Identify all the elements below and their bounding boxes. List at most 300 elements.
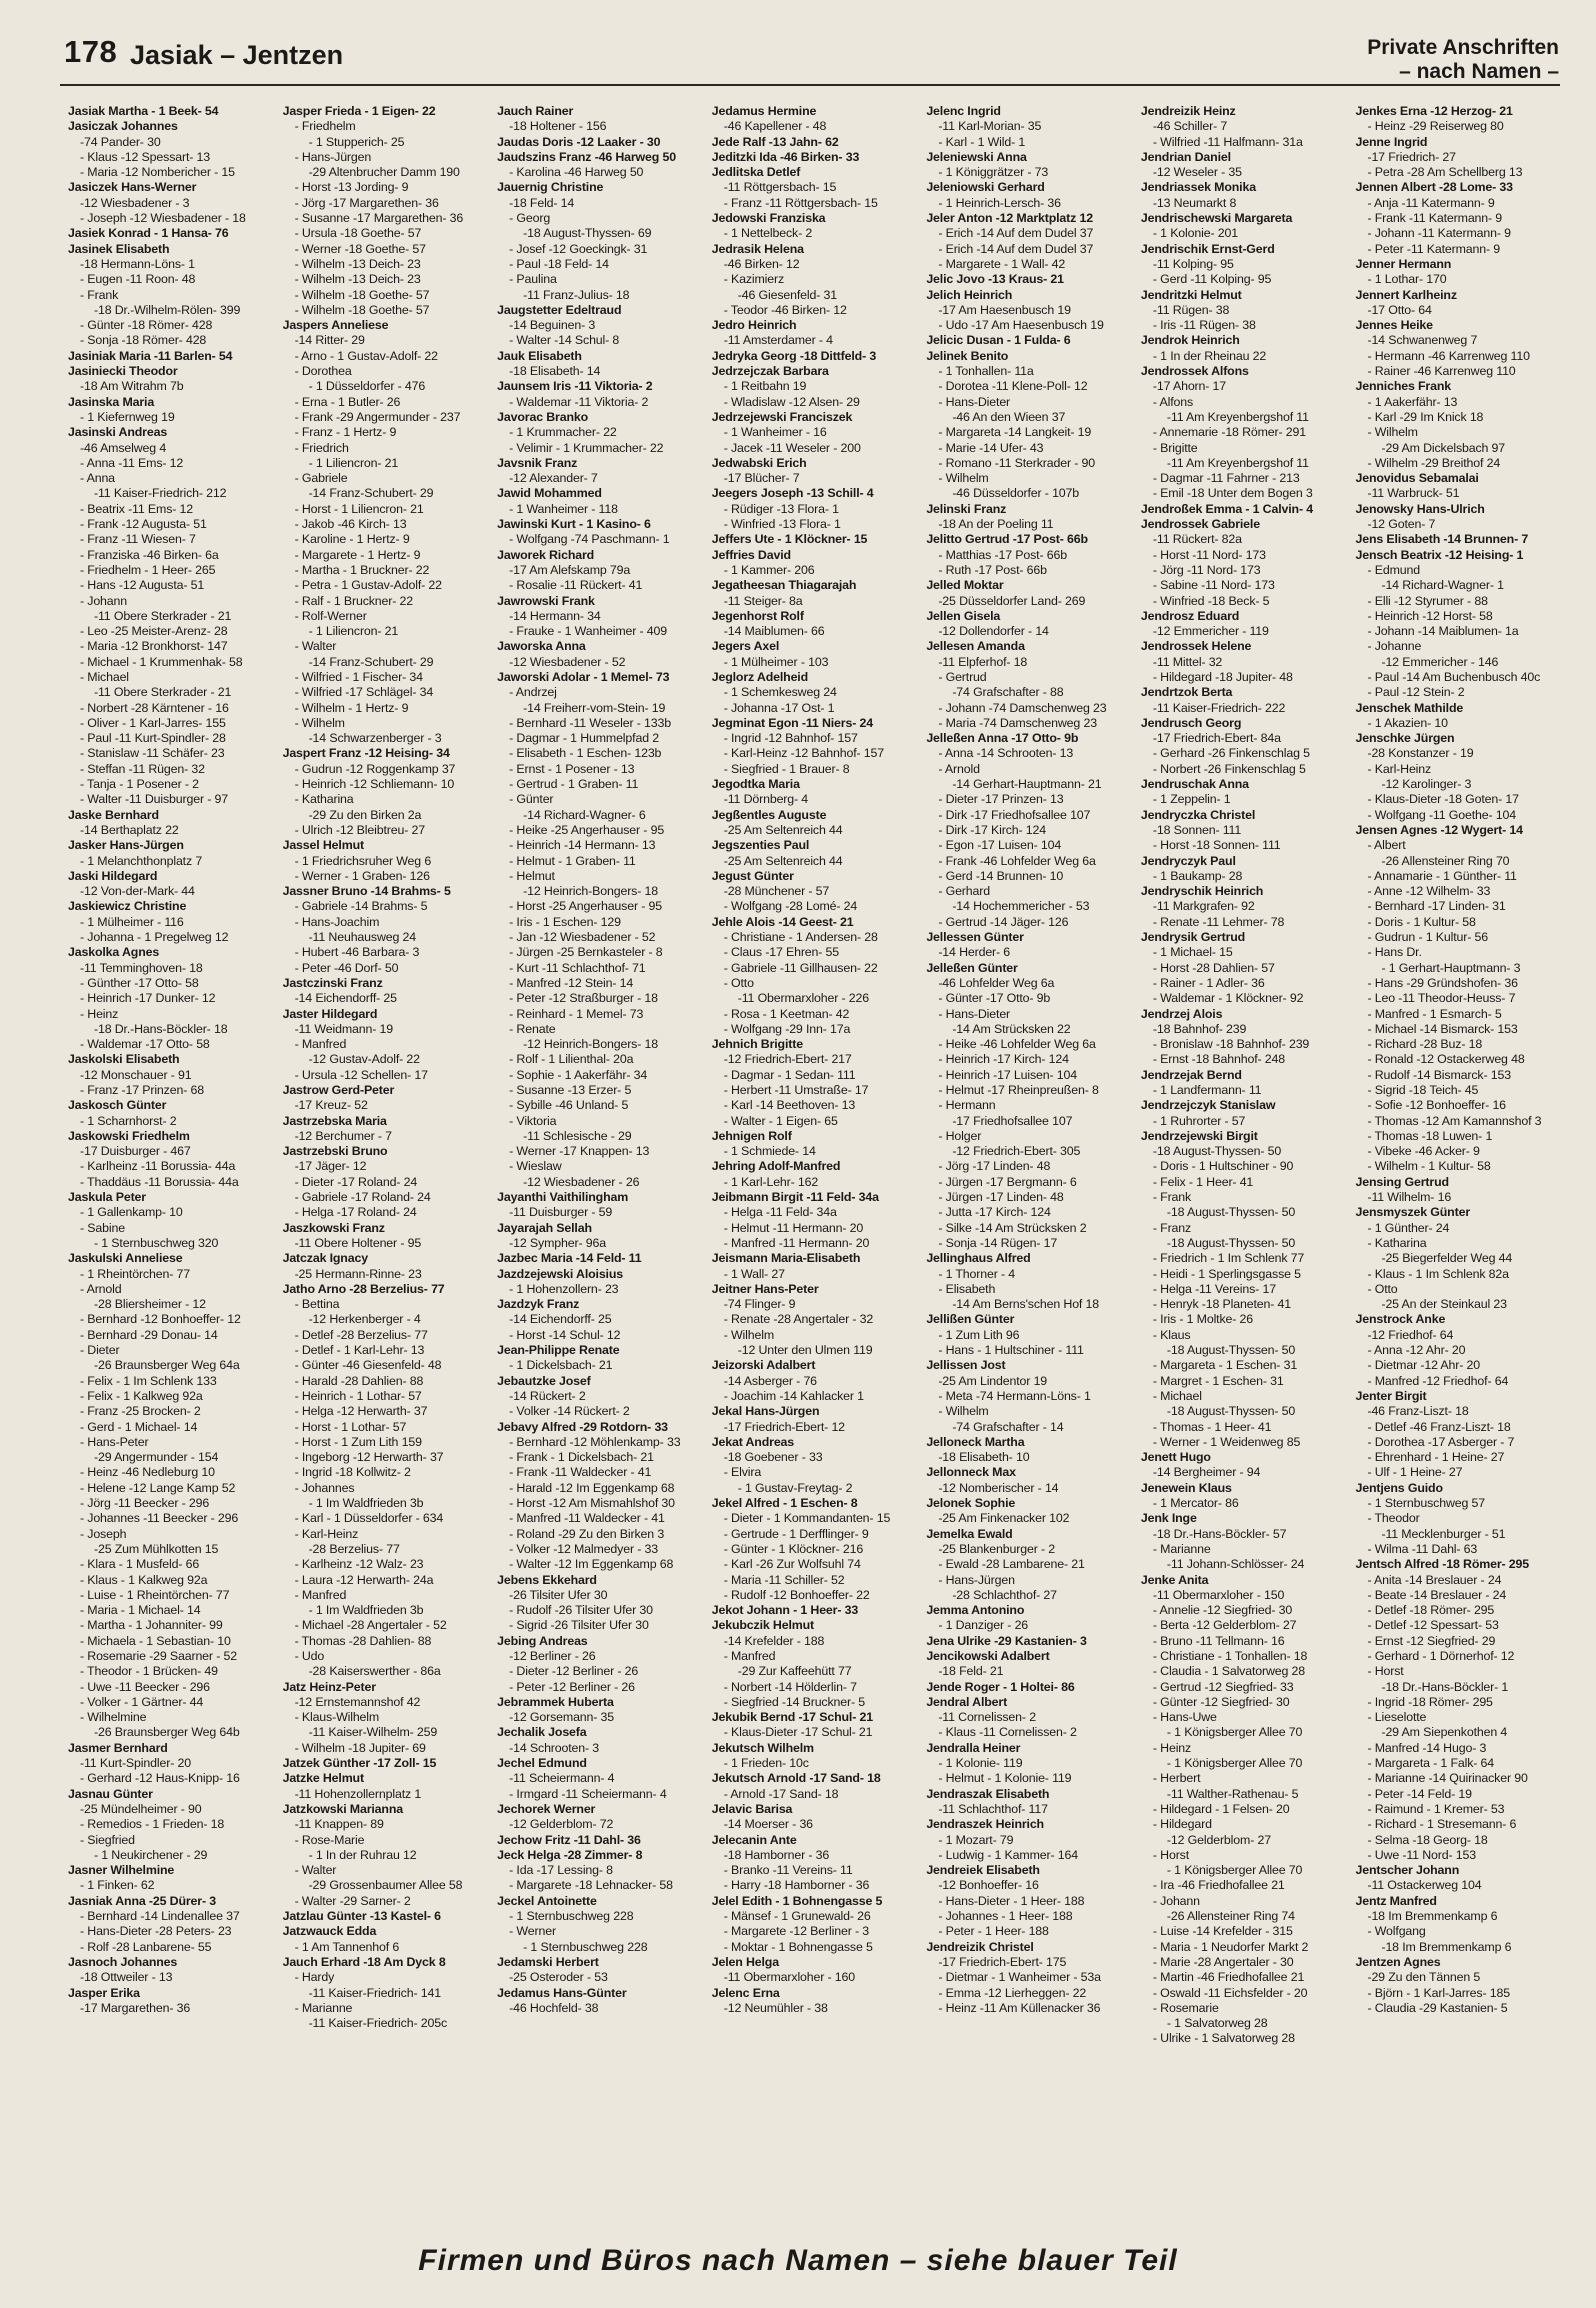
directory-entry-line: - Johannes: [294, 1480, 355, 1495]
directory-entry-line: - Hildegard - 1 Felsen- 20: [1152, 1801, 1290, 1816]
directory-entry-line: -11 Am Kreyenbergshof 11: [1166, 455, 1309, 470]
directory-entry-name: Jellißen Günter: [926, 1312, 1015, 1327]
directory-entry-line: -18 Elisabeth- 14: [509, 364, 601, 379]
directory-entry-line: - 1 Sternbuschweg 57: [1367, 1496, 1486, 1511]
directory-entry-line: - Ulrike - 1 Salvatorweg 28: [1152, 2031, 1295, 2046]
directory-entry-line: - Horst -14 Schul- 12: [509, 1327, 621, 1342]
directory-entry-line: - Teodor -46 Birken- 12: [723, 302, 847, 317]
directory-entry-name: Jenter Birgit: [1355, 1388, 1427, 1403]
directory-entry-line: -11 Obermarxloher - 160: [723, 1970, 856, 1985]
directory-entry-line: - Arnold: [80, 1281, 122, 1296]
directory-entry-line: - Matthias -17 Post- 66b: [938, 547, 1067, 562]
directory-entry-name: Jehnigen Rolf: [711, 1128, 792, 1143]
directory-entry-name: Jedro Heinrich: [711, 318, 797, 333]
directory-entry-name: Jeleniewski Anna: [926, 149, 1027, 164]
directory-entry-line: - Ewald -28 Lambarene- 21: [938, 1557, 1085, 1572]
directory-entry-line: - 1 Sternbuschweg 228: [509, 1909, 634, 1924]
directory-entry-line: - 1 Nettelbeck- 2: [723, 226, 813, 241]
directory-entry-line: - Wilhelm - 1 Hertz- 9: [294, 700, 409, 715]
directory-entry-line: -12 Gustav-Adolf- 22: [308, 1052, 420, 1067]
directory-entry-name: Jenschek Mathilde: [1355, 700, 1464, 715]
directory-entry-line: - 1 Mülheimer - 103: [723, 654, 829, 669]
directory-entry-line: -11 Obere Sterkrader - 21: [94, 608, 232, 623]
directory-entry-name: Jendrusch Georg: [1140, 715, 1242, 730]
directory-entry-line: - Maria -12 Bronkhorst- 147: [80, 639, 228, 654]
directory-entry-line: -46 Birken- 12: [723, 256, 800, 271]
directory-entry-line: - 1 Baukamp- 28: [1152, 868, 1243, 883]
directory-entry-line: - Maria - 1 Neudorfer Markt 2: [1152, 1939, 1309, 1954]
directory-entry-line: -18 Sonnen- 111: [1152, 822, 1242, 837]
directory-entry-line: - Wilhelm: [938, 1404, 989, 1419]
directory-entry-name: Jendraszak Elisabeth: [926, 1786, 1050, 1801]
directory-entry-line: - Otto: [723, 975, 754, 990]
directory-entry-name: Jendrzejak Bernd: [1140, 1067, 1242, 1082]
directory-entry-line: - Johanne: [1367, 639, 1422, 654]
column-4: [712, 104, 917, 2214]
directory-entry-line: - Horst -13 Jording- 9: [294, 180, 409, 195]
directory-entry-line: - Erich -14 Auf dem Dudel 37: [938, 226, 1094, 241]
directory-entry-line: - 1 Melanchthonplatz 7: [80, 853, 203, 868]
directory-entry-line: - Michaela - 1 Sebastian- 10: [80, 1633, 231, 1648]
directory-entry-line: - Felix - 1 Heer- 41: [1152, 1174, 1254, 1189]
directory-entry-name: Jatczak Ignacy: [282, 1251, 368, 1266]
directory-entry-name: Jatzlau Günter -13 Kastel- 6: [282, 1909, 441, 1924]
directory-entry-line: - Johannes - 1 Heer- 188: [938, 1909, 1073, 1924]
directory-entry-name: Jasiek Konrad - 1 Hansa- 76: [68, 226, 229, 241]
directory-entry-line: -25 Blankenburger - 2: [938, 1541, 1056, 1556]
directory-entry-line: - 1 Stupperich- 25: [308, 134, 405, 149]
directory-entry-name: Jendruschak Anna: [1140, 777, 1249, 792]
directory-entry-line: -12 Wiesbadener - 52: [509, 654, 626, 669]
column-3: [497, 104, 702, 2214]
directory-entry-name: Jensing Gertrud: [1355, 1174, 1449, 1189]
directory-entry-line: -18 Am Witrahm 7b: [80, 379, 184, 394]
directory-entry-line: - Franz -11 Wiesen- 7: [80, 532, 196, 547]
directory-entry-line: - Franz -17 Prinzen- 68: [80, 1083, 204, 1097]
directory-entry-name: Jensmyszek Günter: [1355, 1205, 1470, 1220]
directory-entry-name: Jedwabski Erich: [711, 455, 807, 470]
directory-entry-name: Jensen Agnes -12 Wygert- 14: [1355, 822, 1523, 837]
directory-entry-line: -13 Neumarkt 8: [1152, 195, 1237, 210]
directory-entry-line: - Klaus-Wilhelm: [294, 1710, 380, 1725]
directory-entry-line: - Dietmar -12 Ahr- 20: [1367, 1358, 1481, 1373]
directory-entry-line: -29 Am Dickelsbach 97: [1381, 440, 1506, 455]
directory-entry-line: -11 Schlesische - 29: [523, 1128, 632, 1143]
directory-entry-name: Jawinski Kurt - 1 Kasino- 6: [497, 517, 651, 532]
directory-entry-line: - Frank -46 Lohfelder Weg 6a: [938, 853, 1096, 868]
directory-entry-name: Jaskiewicz Christine: [68, 899, 187, 914]
directory-entry-line: - Otto: [1367, 1281, 1398, 1296]
directory-entry-line: - Klaus - 1 Kalkweg 92a: [80, 1572, 208, 1587]
directory-entry-line: -28 Kaiserswerther - 86a: [308, 1664, 441, 1679]
directory-entry-line: - Bernhard -12 Möhlenkamp- 33: [509, 1434, 681, 1449]
directory-entry-name: Jasnau Günter: [68, 1786, 153, 1801]
directory-entry-line: - Michael -28 Angertaler - 52: [294, 1618, 447, 1633]
directory-entry-line: - 1 Wanheimer - 118: [509, 501, 618, 516]
directory-entry-line: - Helmut -17 Rheinpreußen- 8: [938, 1083, 1099, 1097]
directory-entry-line: - Claus -17 Ehren- 55: [723, 945, 840, 960]
directory-entry-line: - Jörg -11 Nord- 173: [1152, 562, 1261, 577]
directory-entry-line: - 1 Gustav-Freytag- 2: [737, 1480, 853, 1495]
directory-entry-line: -14 Richard-Wagner- 1: [1381, 578, 1504, 593]
directory-entry-name: Jechorek Werner: [497, 1801, 596, 1816]
directory-entry-line: - 1 Karl-Lehr- 162: [723, 1174, 819, 1189]
directory-entry-name: Jendrzejewski Birgit: [1140, 1128, 1258, 1143]
directory-entry-name: Jede Ralf -13 Jahn- 62: [711, 134, 839, 149]
directory-entry-line: -12 Berchumer - 7: [294, 1128, 392, 1143]
directory-entry-line: - Wilma -11 Dahl- 63: [1367, 1541, 1478, 1556]
directory-entry-line: - Joachim -14 Kahlacker 1: [723, 1388, 864, 1403]
directory-entry-line: - Rainer - 1 Adler- 36: [1152, 975, 1265, 990]
directory-entry-line: - Peter - 1 Heer- 188: [938, 1924, 1049, 1939]
directory-entry-line: -11 Amsterdamer - 4: [723, 333, 833, 348]
directory-entry-name: Jauch Rainer: [497, 104, 574, 118]
directory-entry-line: - Paul -11 Kurt-Spindler- 28: [80, 731, 226, 746]
directory-entry-line: - 1 Kolonie- 201: [1152, 226, 1238, 241]
directory-entry-line: - Ursula -12 Schellen- 17: [294, 1067, 428, 1082]
directory-entry-line: - Wolfgang: [1367, 1924, 1426, 1939]
directory-entry-line: -18 Dr.-Hans-Böckler- 1: [1381, 1679, 1509, 1694]
directory-entry-line: - 1 Friedrichsruher Weg 6: [294, 853, 432, 868]
directory-entry-line: - Laura -12 Herwarth- 24a: [294, 1572, 434, 1587]
directory-entry-line: - Helmut -11 Hermann- 20: [723, 1220, 864, 1235]
directory-entry-line: - Karl - 1 Düsseldorfer - 634: [294, 1511, 444, 1526]
directory-entry-line: -18 August-Thyssen- 69: [523, 226, 652, 241]
directory-entry-name: Jendral Albert: [926, 1694, 1008, 1709]
directory-entry-line: -11 Obere Sterkrader - 21: [94, 685, 232, 700]
directory-entry-line: -11 Elpferhof- 18: [938, 654, 1028, 669]
directory-entry-line: -17 Blücher- 7: [723, 471, 800, 486]
directory-entry-line: - Günter -12 Siegfried- 30: [1152, 1694, 1290, 1709]
directory-entry-line: - Günther -17 Otto- 58: [80, 975, 199, 990]
directory-entry-line: - Ida -17 Lessing- 8: [509, 1863, 613, 1878]
directory-entry-line: - Margarete -12 Berliner - 3: [723, 1924, 869, 1939]
directory-entry-line: -17 Duisburger - 467: [80, 1144, 191, 1159]
directory-entry-name: Jellinghaus Alfred: [926, 1251, 1031, 1266]
directory-entry-line: - Jutta -17 Kirch- 124: [938, 1205, 1051, 1220]
directory-entry-name: Jasiniak Maria -11 Barlen- 54: [68, 348, 233, 363]
directory-entry-line: - Ursula -18 Goethe- 57: [294, 226, 422, 241]
directory-entry-line: - Katharina: [1367, 1235, 1427, 1250]
directory-entry-name: Jelitto Gertrud -17 Post- 66b: [926, 532, 1088, 547]
directory-entry-line: -25 Am Seltenreich 44: [723, 853, 843, 868]
directory-entry-line: - Bernhard -29 Donau- 14: [80, 1327, 218, 1342]
directory-entry-line: - Rosa - 1 Keetman- 42: [723, 1006, 850, 1021]
directory-entry-line: -74 Pander- 30: [80, 134, 161, 149]
directory-entry-line: - Heinrich -12 Schliemann- 10: [294, 777, 455, 792]
directory-entry-name: Jawid Mohammed: [497, 486, 602, 501]
directory-entry-line: - Felix - 1 Kalkweg 92a: [80, 1388, 203, 1403]
directory-entry-name: Jaster Hildegard: [282, 1006, 378, 1021]
directory-entry-line: - Manfred -11 Hermann- 20: [723, 1235, 870, 1250]
directory-entry-name: Jazdzejewski Aloisius: [497, 1266, 624, 1281]
directory-entry-name: Jeck Helga -28 Zimmer- 8: [497, 1847, 643, 1862]
directory-entry-line: - Hans-Uwe: [1152, 1710, 1217, 1725]
directory-entry-line: - Horst -18 Sonnen- 111: [1152, 838, 1281, 853]
directory-entry-line: - Arno - 1 Gustav-Adolf- 22: [294, 348, 438, 363]
directory-entry-name: Jekal Hans-Jürgen: [711, 1404, 820, 1419]
directory-entry-line: - Wilfried -17 Schlägel- 34: [294, 685, 434, 700]
directory-entry-line: -11 Kaiser-Friedrich- 141: [308, 1985, 441, 2000]
directory-entry-line: - Margarete - 1 Wall- 42: [938, 256, 1066, 271]
directory-entry-line: - Ernst - 1 Posener - 13: [509, 761, 635, 776]
directory-entry-line: - 1 Kiefernweg 19: [80, 409, 175, 424]
directory-entry-name: Jellesen Amanda: [926, 639, 1025, 654]
directory-entry-line: - Hermann: [938, 1098, 996, 1113]
directory-entry-name: Jelenc Erna: [711, 1985, 780, 2000]
directory-entry-line: -46 Giesenfeld- 31: [737, 287, 837, 302]
name-range: Jasiak – Jentzen: [130, 40, 344, 70]
directory-entry-line: -46 Kapellener - 48: [723, 119, 827, 134]
directory-entry-name: Jellonneck Max: [926, 1465, 1016, 1480]
directory-entry-line: - Günter: [509, 792, 554, 807]
directory-entry-line: -74 Grafschafter - 88: [952, 685, 1064, 700]
directory-entry-line: - Ralf - 1 Bruckner- 22: [294, 593, 414, 608]
directory-entry-line: - Karl -29 Im Knick 18: [1367, 409, 1484, 424]
directory-entry-line: - Martha - 1 Bruckner- 22: [294, 562, 430, 577]
directory-entry-line: -12 Nomberischer - 14: [938, 1480, 1059, 1495]
directory-entry-line: -11 Obere Holtener - 95: [294, 1235, 422, 1250]
directory-entry-line: - Arnold: [938, 761, 980, 776]
directory-entry-line: - Wolfgang -28 Lomé- 24: [723, 899, 858, 914]
directory-entry-name: Jelicic Dusan - 1 Fulda- 6: [926, 333, 1071, 348]
directory-entry-line: - Emil -18 Unter dem Bogen 3: [1152, 486, 1313, 501]
directory-entry-line: - Egon -17 Luisen- 104: [938, 838, 1062, 853]
directory-entry-line: - Waldemar -17 Otto- 58: [80, 1037, 210, 1052]
directory-entry-line: - Heike -25 Angerhauser - 95: [509, 822, 665, 837]
directory-entry-name: Javorac Branko: [497, 409, 589, 424]
directory-entry-name: Jenne Ingrid: [1355, 134, 1428, 149]
directory-entry-line: - Theodor: [1367, 1511, 1420, 1526]
directory-entry-line: - 1 Finken- 62: [80, 1878, 155, 1893]
directory-entry-name: Jelic Jovo -13 Kraus- 21: [926, 272, 1064, 287]
directory-entry-line: - 1 Thorner - 4: [938, 1266, 1016, 1281]
directory-entry-line: -12 Dollendorfer - 14: [938, 624, 1049, 639]
directory-entry-line: - Harald -28 Dahlien- 88: [294, 1373, 424, 1388]
directory-entry-line: - Heinrich -17 Dunker- 12: [80, 991, 216, 1006]
directory-entry-line: - Klaus - 1 Im Schlenk 82a: [1367, 1266, 1509, 1281]
directory-entry-line: - Gabriele -17 Roland- 24: [294, 1190, 431, 1205]
directory-entry-line: -11 Warbruck- 51: [1367, 486, 1460, 501]
directory-entry-line: - Johanna - 1 Pregelweg 12: [80, 930, 229, 945]
directory-entry-line: - Horst: [1367, 1664, 1404, 1679]
directory-entry-name: Jelinek Benito: [926, 348, 1009, 363]
directory-entry-name: Jean-Philippe Renate: [497, 1343, 620, 1358]
directory-entry-line: - Walter -29 Sarner- 2: [294, 1893, 411, 1908]
directory-entry-line: -17 Friedhofsallee 107: [952, 1113, 1073, 1128]
directory-entry-line: -14 Bergheimer - 94: [1152, 1465, 1261, 1480]
directory-entry-line: - Dieter -17 Roland- 24: [294, 1174, 418, 1189]
directory-entry-line: - Annamarie - 1 Günther- 11: [1367, 868, 1517, 883]
directory-entry-line: - Friedrich - 1 Im Schlenk 77: [1152, 1251, 1305, 1266]
directory-entry-line: - Hans -29 Gründshofen- 36: [1367, 975, 1518, 990]
directory-entry-name: Jenk Inge: [1140, 1511, 1197, 1526]
directory-entry-line: - Karlheinz -12 Walz- 23: [294, 1557, 424, 1572]
directory-entry-line: - Sabine -11 Nord- 173: [1152, 578, 1275, 593]
directory-entry-line: - Heinrich - 1 Lothar- 57: [294, 1388, 422, 1403]
directory-entry-line: - Hardy: [294, 1970, 335, 1985]
directory-entry-line: -11 Kurt-Spindler- 20: [80, 1756, 191, 1771]
directory-entry-line: - Helga -12 Herwarth- 37: [294, 1404, 428, 1419]
directory-entry-line: - Wilhelm: [938, 471, 989, 486]
directory-entry-line: -26 Allensteiner Ring 74: [1166, 1909, 1295, 1924]
directory-entry-name: Jehle Alois -14 Geest- 21: [711, 914, 854, 929]
directory-entry-name: Jennes Heike: [1355, 318, 1433, 333]
directory-entry-line: - Karl-Heinz: [294, 1526, 359, 1541]
footer-note: Firmen und Büros nach Namen – siehe blauer Teil: [418, 2244, 1178, 2277]
directory-entry-line: - Franz -25 Brocken- 2: [80, 1404, 201, 1419]
directory-entry-name: Jegatheesan Thiagarajah: [711, 578, 857, 593]
directory-entry-line: - Karl -14 Beethoven- 13: [723, 1098, 856, 1113]
directory-entry-line: - Karl - 1 Wild- 1: [938, 134, 1026, 149]
directory-entry-line: -17 Friedrich- 27: [1367, 149, 1456, 164]
directory-entry-line: - 1 Neukirchener - 29: [94, 1847, 208, 1862]
directory-entry-line: - Ulrich -12 Bleibtreu- 27: [294, 822, 425, 837]
directory-entry-line: - Peter -14 Feld- 19: [1367, 1786, 1472, 1801]
directory-entry-line: - Manfred -11 Waldecker - 41: [509, 1511, 665, 1526]
directory-entry-line: -12 Neumühler - 38: [723, 2000, 828, 2015]
directory-entry-line: - Erich -14 Auf dem Dudel 37: [938, 241, 1094, 256]
directory-entry-line: - Helga -11 Vereins- 17: [1152, 1281, 1276, 1296]
directory-entry-line: -11 Dörnberg- 4: [723, 792, 809, 807]
directory-entry-line: - Gerd -14 Brunnen- 10: [938, 868, 1064, 883]
directory-entry-line: - Werner: [509, 1924, 556, 1939]
directory-entry-name: Jende Roger - 1 Holtei- 86: [926, 1679, 1075, 1694]
directory-entry-line: - Irmgard -11 Scheiermann- 4: [509, 1786, 667, 1801]
directory-entry-line: - 1 Akazien- 10: [1367, 715, 1448, 730]
directory-entry-name: Jebens Ekkehard: [497, 1572, 597, 1587]
directory-entry-line: - Leo -25 Meister-Arenz- 28: [80, 624, 228, 639]
directory-entry-line: - Rolf - 1 Lilienthal- 20a: [509, 1052, 634, 1067]
directory-entry-line: -74 Flinger- 9: [723, 1297, 796, 1312]
directory-entry-line: - Gerhard - 1 Dörnerhof- 12: [1367, 1648, 1515, 1663]
directory-entry-line: - Ehrenhard - 1 Heine- 27: [1367, 1450, 1505, 1465]
directory-entry-name: Jaskosch Günter: [68, 1098, 167, 1113]
directory-entry-line: -12 Monschauer - 91: [80, 1067, 192, 1082]
directory-entry-line: - Thomas -28 Dahlien- 88: [294, 1633, 432, 1648]
directory-entry-line: - Hans Dr.: [1367, 945, 1422, 960]
directory-entry-name: Jedrzejewski Franciszek: [711, 409, 853, 424]
directory-entry-line: - Uwe -11 Beecker - 296: [80, 1679, 210, 1694]
directory-entry-line: - Hans-Jürgen: [294, 149, 372, 164]
directory-entry-line: -12 Unter den Ulmen 119: [737, 1343, 873, 1358]
directory-entry-line: - Iris - 1 Moltke- 26: [1152, 1312, 1254, 1327]
directory-entry-name: Jensch Beatrix -12 Heising- 1: [1355, 547, 1524, 562]
directory-entry-line: -14 Hochemmericher - 53: [952, 899, 1090, 914]
directory-entry-line: -29 Am Siepenkothen 4: [1381, 1725, 1508, 1740]
directory-entry-name: Jebavy Alfred -29 Rotdorn- 33: [497, 1419, 668, 1434]
directory-entry-line: - Elli -12 Styrumer - 88: [1367, 593, 1488, 608]
directory-entry-line: -14 Franz-Schubert- 29: [308, 654, 434, 669]
directory-entry-line: - Frank -29 Angermunder - 237: [294, 409, 461, 424]
directory-entry-line: - Brigitte: [1152, 440, 1198, 455]
directory-entry-line: - Detlef -18 Römer- 295: [1367, 1603, 1495, 1618]
directory-entry-line: -12 Alexander- 7: [509, 471, 598, 486]
directory-entry-line: - 1 Im Waldfrieden 3b: [308, 1496, 424, 1511]
directory-entry-line: -11 Kaiser-Wilhelm- 259: [308, 1725, 438, 1740]
directory-entry-line: - Frank: [1152, 1190, 1192, 1205]
directory-entry-line: -11 Hohenzollernplatz 1: [294, 1786, 422, 1801]
directory-entry-line: - Selma -18 Georg- 18: [1367, 1832, 1488, 1847]
directory-entry-line: -12 Emmericher - 119: [1152, 624, 1269, 639]
directory-entry-name: Jendrzej Alois: [1140, 1006, 1223, 1021]
directory-entry-line: - Alfons: [1152, 394, 1194, 409]
directory-entry-line: - Dagmar - 1 Hummelpfad 2: [509, 731, 659, 746]
directory-entry-line: -11 Mittel- 32: [1152, 654, 1223, 669]
directory-entry-line: - Heinz: [1152, 1740, 1192, 1755]
directory-entry-name: Jaworek Richard: [497, 547, 595, 562]
directory-entry-line: - Margret - 1 Eschen- 31: [1152, 1373, 1284, 1388]
directory-entry-line: -11 Markgrafen- 92: [1152, 899, 1255, 914]
directory-entry-line: - Christiane - 1 Andersen- 28: [723, 930, 878, 945]
directory-entry-line: - Gertrud - 1 Graben- 11: [509, 777, 639, 792]
directory-entry-line: -12 Gelderblom- 27: [1166, 1832, 1271, 1847]
directory-entry-line: - Wolfgang -11 Goethe- 104: [1367, 807, 1517, 822]
directory-entry-line: - Wilhelm -18 Jupiter- 69: [294, 1740, 426, 1755]
directory-entry-line: -12 Ernstemannshof 42: [294, 1694, 421, 1709]
column-5: [926, 104, 1131, 2214]
directory-entry-line: - 1 Im Waldfrieden 3b: [308, 1603, 424, 1618]
directory-entry-name: Jenke Anita: [1140, 1572, 1209, 1587]
directory-entry-line: - Jürgen -17 Linden- 48: [938, 1190, 1064, 1205]
directory-entry-line: - Detlef - 1 Karl-Lehr- 13: [294, 1343, 425, 1358]
directory-entry-line: - Silke -14 Am Strücksken 2: [938, 1220, 1087, 1235]
directory-entry-name: Jendritzki Helmut: [1140, 287, 1242, 302]
directory-entry-line: - Heinz -46 Nedleburg 10: [80, 1465, 215, 1480]
directory-entry-line: -14 Hermann- 34: [509, 608, 601, 623]
directory-entry-name: Jeizorski Adalbert: [711, 1358, 816, 1373]
directory-entry-line: -12 Wiesbadener - 3: [80, 195, 190, 210]
directory-entry-name: Jasinska Maria: [68, 394, 155, 409]
directory-entry-line: -11 Ostackerweg 104: [1367, 1878, 1482, 1893]
directory-entry-line: - Johannes -11 Beecker - 296: [80, 1511, 239, 1526]
directory-entry-line: - Hans -12 Augusta- 51: [80, 578, 205, 593]
directory-entry-line: - Volker - 1 Gärtner- 44: [80, 1694, 204, 1709]
directory-entry-line: - Horst - 1 Lothar- 57: [294, 1419, 407, 1434]
directory-entry-line: -29 Grossenbaumer Allee 58: [308, 1878, 463, 1893]
directory-entry-line: - Wladislaw -12 Alsen- 29: [723, 394, 860, 409]
directory-entry-line: - Wilfried - 1 Fischer- 34: [294, 669, 423, 684]
directory-entry-name: Jegodtka Maria: [711, 777, 800, 792]
directory-entry-name: Jendrzejczyk Stanislaw: [1140, 1098, 1276, 1113]
directory-entry-line: - Sybille -46 Unland- 5: [509, 1098, 629, 1113]
directory-entry-name: Jasmer Bernhard: [68, 1740, 168, 1755]
directory-entry-line: - Werner - 1 Graben- 126: [294, 868, 430, 883]
directory-entry-line: - Wolfgang -29 Inn- 17a: [723, 1021, 851, 1036]
directory-entry-line: - Jörg -17 Linden- 48: [938, 1159, 1051, 1174]
directory-entry-line: - Wieslaw: [509, 1159, 562, 1174]
directory-entry-line: - Holger: [938, 1128, 982, 1143]
directory-entry-line: - Gertrud -12 Siegfried- 33: [1152, 1679, 1294, 1694]
directory-entry-line: - 1 Mozart- 79: [938, 1832, 1014, 1847]
directory-entry-line: - Steffan -11 Rügen- 32: [80, 761, 205, 776]
directory-entry-line: - Kurt -11 Schlachthof- 71: [509, 960, 646, 975]
directory-entry-line: - Walter -12 Im Eggenkamp 68: [509, 1557, 674, 1572]
directory-entry-line: -12 Friedrich-Ebert- 217: [723, 1052, 852, 1067]
directory-entry-name: Jassner Bruno -14 Brahms- 5: [282, 884, 451, 899]
directory-entry-line: - 1 Dickelsbach- 21: [509, 1358, 613, 1373]
directory-entry-line: - Wolfgang -74 Paschmann- 1: [509, 532, 670, 547]
directory-entry-line: - Oliver - 1 Karl-Jarres- 155: [80, 715, 226, 730]
directory-entry-line: - Manfred -12 Stein- 14: [509, 975, 634, 990]
directory-entry-name: Jastrow Gerd-Peter: [282, 1083, 395, 1097]
directory-entry-line: - Petra -28 Am Schellberg 13: [1367, 165, 1523, 180]
directory-entry-line: - 1 Königsberger Allee 70: [1166, 1863, 1303, 1878]
directory-entry-line: - Gerhard -12 Haus-Knipp- 16: [80, 1771, 240, 1786]
directory-entry-line: - Marianne: [1152, 1541, 1211, 1556]
directory-entry-line: - 1 Zum Lith 96: [938, 1327, 1020, 1342]
directory-entry-line: - Franz: [1152, 1220, 1192, 1235]
